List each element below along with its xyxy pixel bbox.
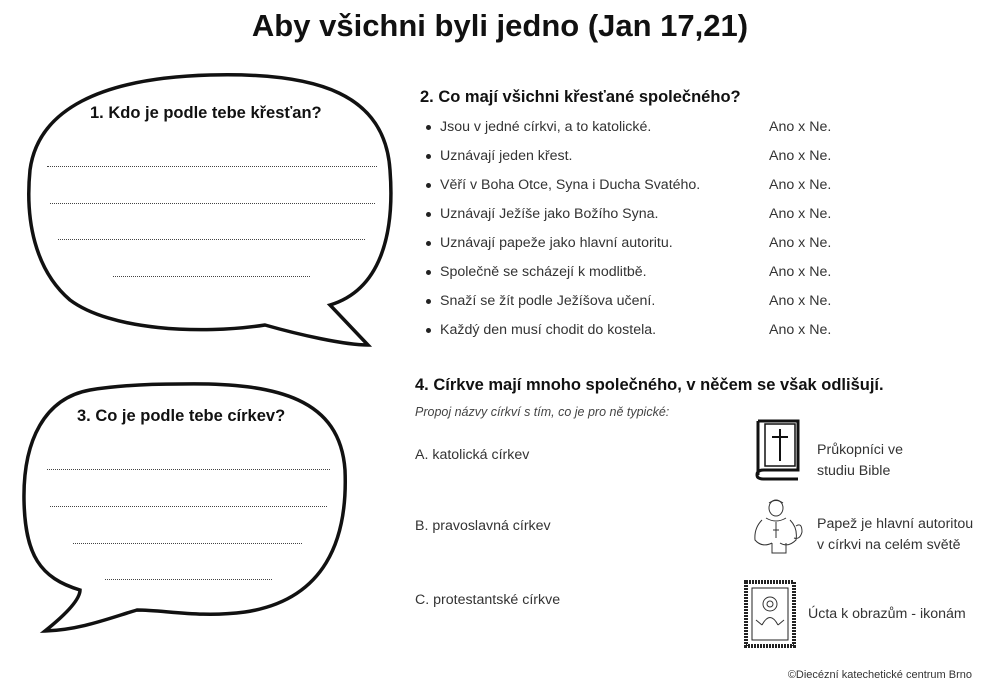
bullet: [426, 183, 431, 188]
yes-no-choice[interactable]: Ano x Ne.: [769, 148, 832, 164]
statement-text: Uznávají Ježíše jako Božího Syna.: [440, 206, 659, 222]
yes-no-choice[interactable]: Ano x Ne.: [769, 322, 832, 338]
bullet: [426, 125, 431, 130]
pope-icon: [752, 498, 808, 556]
answer-line[interactable]: [50, 506, 327, 507]
trait-bible[interactable]: [817, 440, 903, 482]
section-2-heading: 2. Co mají všichni křesťané společného?: [420, 88, 741, 106]
page-title: Aby všichni byli jedno (Jan 17,21): [251, 8, 749, 43]
bullet: [426, 328, 431, 333]
bullet: [426, 299, 431, 304]
statement-text: Uznávají papeže jako hlavní autoritu.: [440, 235, 673, 251]
answer-line[interactable]: [50, 203, 375, 204]
yes-no-choice[interactable]: Ano x Ne.: [769, 119, 832, 135]
section-4-heading: 4. Církve mají mnoho společného, v něčem se však odlišují.: [415, 376, 884, 394]
statement-text: Společně se scházejí k modlitbě.: [440, 264, 647, 280]
trait-icons[interactable]: [808, 604, 966, 625]
trait-line: Papež je hlavní autoritou: [817, 516, 974, 532]
answer-line[interactable]: [105, 579, 272, 580]
answer-line[interactable]: [47, 469, 330, 470]
bullet: [426, 241, 431, 246]
church-b[interactable]: B. pravoslavná církev: [415, 518, 551, 534]
answer-line[interactable]: [73, 543, 302, 544]
answer-line[interactable]: [113, 276, 310, 277]
answer-line[interactable]: [47, 166, 377, 167]
bible-icon: [752, 418, 804, 482]
statement-text: Věří v Boha Otce, Syna i Ducha Svatého.: [440, 177, 701, 193]
church-a[interactable]: A. katolická církev: [415, 447, 530, 463]
bullet: [426, 212, 431, 217]
yes-no-choice[interactable]: Ano x Ne.: [769, 206, 832, 222]
statement-text: Snaží se žít podle Ježíšova učení.: [440, 293, 656, 309]
bullet: [426, 154, 431, 159]
yes-no-choice[interactable]: Ano x Ne.: [769, 264, 832, 280]
trait-line: v církvi na celém světě: [817, 537, 961, 553]
church-c[interactable]: C. protestantské církve: [415, 592, 561, 608]
trait-line: Úcta k obrazům - ikonám: [808, 606, 966, 622]
statement-text: Každý den musí chodit do kostela.: [440, 322, 657, 338]
trait-line: Průkopníci ve: [817, 442, 903, 458]
bullet: [426, 270, 431, 275]
yes-no-choice[interactable]: Ano x Ne.: [769, 235, 832, 251]
answer-line[interactable]: [58, 239, 365, 240]
yes-no-choice[interactable]: Ano x Ne.: [769, 177, 832, 193]
statement-text: Jsou v jedné církvi, a to katolické.: [440, 119, 652, 135]
yes-no-choice[interactable]: Ano x Ne.: [769, 293, 832, 309]
trait-pope[interactable]: [817, 514, 973, 556]
trait-line: studiu Bible: [817, 463, 891, 479]
icon-painting-icon: [744, 580, 796, 648]
copyright: ©Diecézní katechetické centrum Brno: [787, 669, 972, 681]
question-3-label: 3. Co je podle tebe církev?: [77, 407, 286, 425]
section-4-instruction: Propoj názvy církví s tím, co je pro ně typické:: [415, 405, 670, 419]
question-1-label: 1. Kdo je podle tebe křesťan?: [90, 104, 322, 122]
statement-text: Uznávají jeden křest.: [440, 148, 573, 164]
